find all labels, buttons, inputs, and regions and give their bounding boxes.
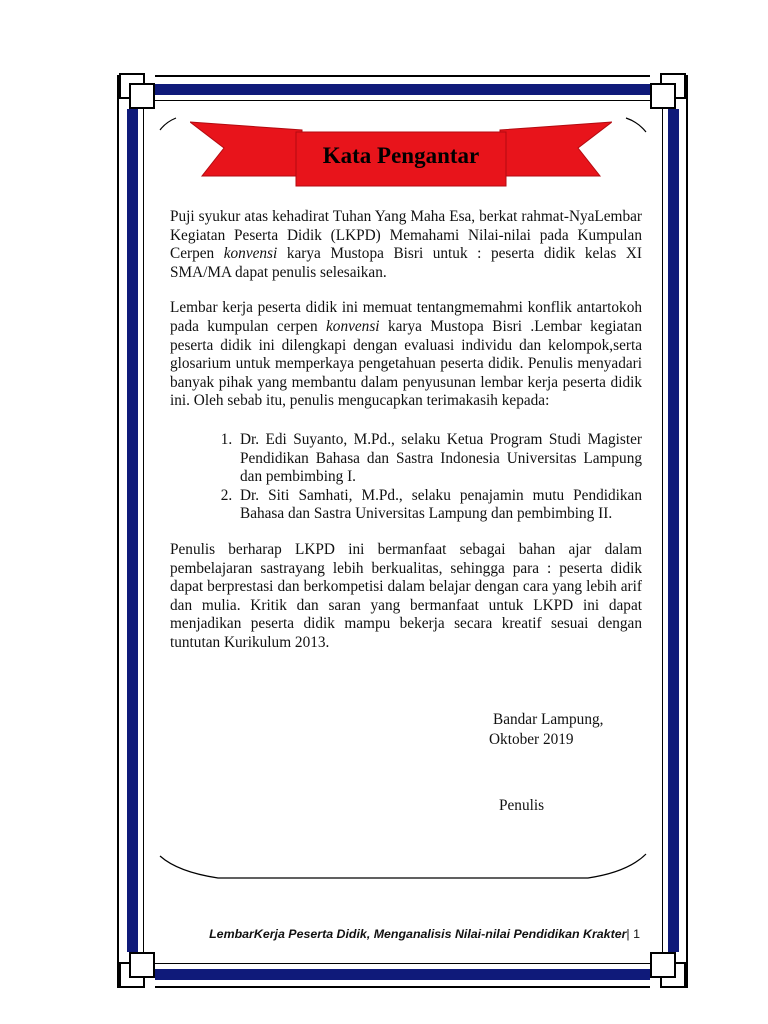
footer-separator: | (626, 927, 630, 941)
paragraph-closing: Penulis berharap LKPD ini bermanfaat sebagai bahan ajar dalam pembelajaran sastrayang lebih berkualitas, sehingga para : peserta didik dapat berprestasi dan berkompetisi dalam belajar dengan cara yang lebih arif dan mulia. Kritik dan saran yang bermanfaat untuk LKPD ini dapat menjadikan peserta didik mampu bekerja secara kreatif sesuai dengan tuntutan Kurikulum 2013. (170, 540, 642, 651)
signature-place: Bandar Lampung, (493, 711, 604, 728)
bottom-curve (158, 852, 650, 884)
list-item: 2. Dr. Siti Samhati, M.Pd., selaku penajamin mutu Pendidikan Bahasa dan Sastra Universitas Lampung dan pembimbing II. (236, 487, 642, 524)
paragraph-content: Lembar kerja peserta didik ini memuat tentangmemahmi konflik antartokoh pada kumpulan cerpen konvensi karya Mustopa Bisri .Lembar kegiatan peserta didik ini dilengkapi dengan evaluasi individu dan kelompok,serta glosarium untuk memperkaya pengetahuan peserta didik. Penulis menyadari banyak pihak yang membantu dalam penyusunan lembar kerja peserta didik ini. Oleh sebab itu, penulis mengucapkan terimakasih kepada: (170, 299, 642, 410)
page-footer (180, 927, 640, 941)
acknowledgement-list (170, 431, 642, 524)
corner-ornament-top-left (119, 73, 155, 109)
corner-ornament-bottom-left (119, 952, 155, 988)
footer-text: LembarKerja Peserta Didik, Menganalisis Nilai-nilai Pendidikan Krakter (209, 927, 627, 941)
top-right-arc (620, 116, 650, 136)
corner-ornament-top-right (650, 73, 686, 109)
paragraph-intro: Puji syukur atas kehadirat Tuhan Yang Maha Esa, berkat rahmat-NyaLembar Kegiatan Peserta Didik (LKPD) Memahami Nilai-nilai pada Kumpulan Cerpen konvensi karya Mustopa Bisri untuk : peserta didik kelas XI SMA/MA dapat penulis selesaikan. (170, 208, 642, 281)
signature-date: Oktober 2019 (489, 731, 574, 748)
top-left-arc (158, 116, 188, 136)
page-number: 1 (633, 927, 640, 941)
signature-author: Penulis (499, 797, 545, 814)
list-item: 1. Dr. Edi Suyanto, M.Pd., selaku Ketua Program Studi Magister Pendidikan Bahasa dan Sastra Indonesia Universitas Lampung dan pembimbing I. (236, 431, 642, 487)
document-body (170, 208, 642, 669)
page-title: Kata Pengantar (322, 143, 480, 168)
corner-ornament-bottom-right (650, 952, 686, 988)
